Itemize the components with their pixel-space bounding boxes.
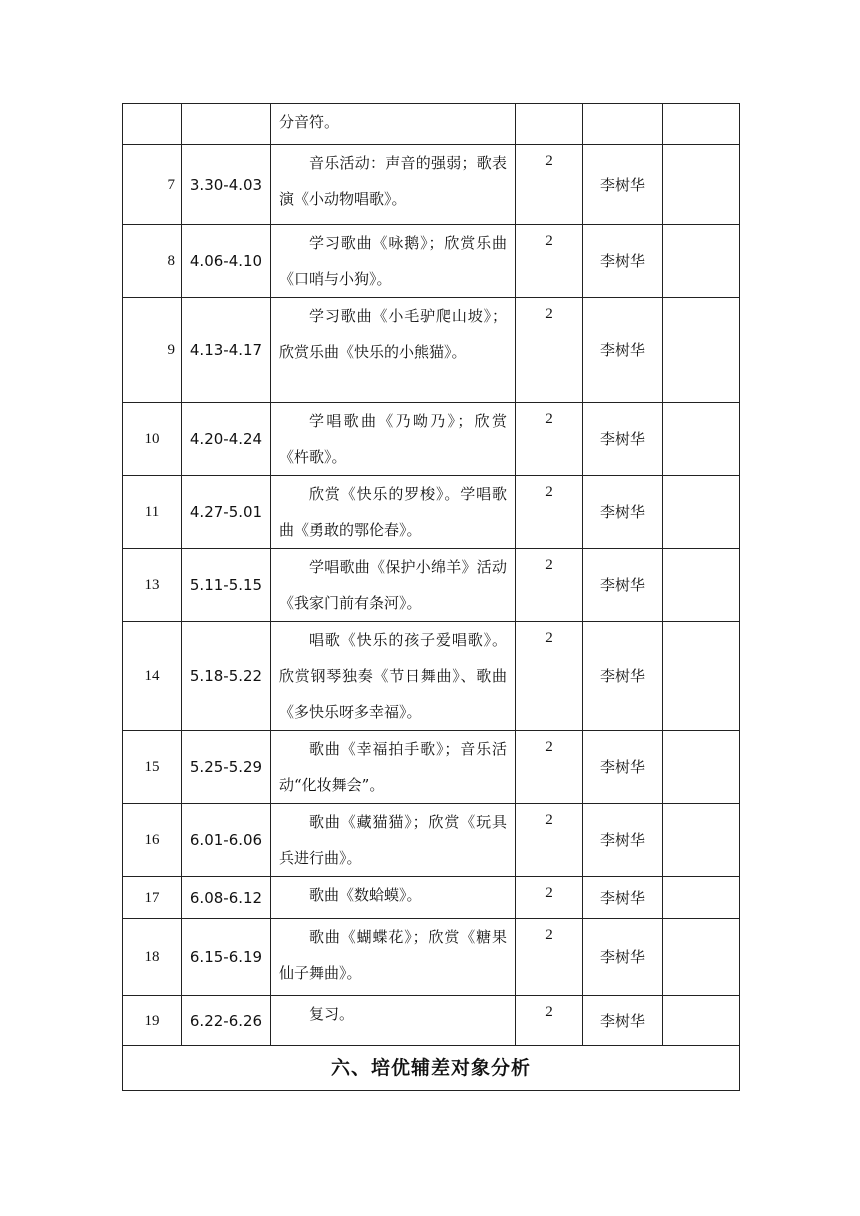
week-cell: 9: [123, 298, 182, 403]
table-row: [123, 145, 740, 225]
hours-cell: 2: [516, 804, 583, 877]
week-cell: 11: [123, 476, 182, 549]
week-cell: [123, 104, 182, 145]
hours-cell: 2: [516, 731, 583, 804]
week-cell: 17: [123, 877, 182, 919]
hours-cell: 2: [516, 877, 583, 919]
teaching-schedule-table: [122, 103, 740, 1091]
teacher-cell: 李树华: [583, 919, 663, 996]
teacher-cell: 李树华: [583, 804, 663, 877]
teacher-cell: 李树华: [583, 731, 663, 804]
schedule-body: [123, 104, 740, 1046]
date-cell: 6.22-6.26: [182, 996, 271, 1046]
content-text: 复习。: [309, 1005, 355, 1023]
content-text: 学唱歌曲《保护小绵羊》活动《我家门前有条河》。: [279, 558, 507, 612]
table-row: [123, 804, 740, 877]
content-text: 学习歌曲《小毛驴爬山坡》；欣赏乐曲《快乐的小熊猫》。: [279, 307, 507, 361]
note-cell: [663, 549, 740, 622]
note-cell: [663, 919, 740, 996]
content-text: 音乐活动：声音的强弱；歌表演《小动物唱歌》。: [279, 154, 507, 208]
section-heading-row: [123, 1046, 740, 1091]
hours-cell: 2: [516, 225, 583, 298]
date-cell: 5.25-5.29: [182, 731, 271, 804]
date-cell: 6.01-6.06: [182, 804, 271, 877]
note-cell: [663, 104, 740, 145]
teacher-cell: 李树华: [583, 476, 663, 549]
content-cell: [271, 877, 516, 919]
content-text: 欣赏《快乐的罗梭》。学唱歌曲《勇敢的鄂伦春》。: [279, 485, 507, 539]
week-cell: 14: [123, 622, 182, 731]
table-row: [123, 731, 740, 804]
note-cell: [663, 403, 740, 476]
section-heading: 六、培优辅差对象分析: [123, 1046, 740, 1091]
table-row: [123, 919, 740, 996]
date-cell: 6.15-6.19: [182, 919, 271, 996]
hours-cell: 2: [516, 919, 583, 996]
table-row: [123, 877, 740, 919]
table-row: [123, 549, 740, 622]
date-cell: 4.13-4.17: [182, 298, 271, 403]
date-cell: 6.08-6.12: [182, 877, 271, 919]
table-row: [123, 104, 740, 145]
content-text: 歌曲《幸福拍手歌》；音乐活动“化妆舞会”。: [279, 740, 507, 794]
table-row: [123, 403, 740, 476]
table-row: [123, 622, 740, 731]
hours-cell: 2: [516, 298, 583, 403]
content-cell: [271, 476, 516, 549]
note-cell: [663, 804, 740, 877]
hours-cell: 2: [516, 622, 583, 731]
teacher-cell: 李树华: [583, 403, 663, 476]
note-cell: [663, 145, 740, 225]
content-cell: [271, 622, 516, 731]
date-cell: 4.27-5.01: [182, 476, 271, 549]
content-cell: [271, 996, 516, 1046]
content-cell: [271, 225, 516, 298]
content-cell: [271, 919, 516, 996]
content-text: 唱歌《快乐的孩子爱唱歌》。欣赏钢琴独奏《节日舞曲》、歌曲《多快乐呀多幸福》。: [279, 631, 507, 721]
week-cell: 16: [123, 804, 182, 877]
teacher-cell: 李树华: [583, 622, 663, 731]
note-cell: [663, 877, 740, 919]
note-cell: [663, 298, 740, 403]
content-cell: [271, 104, 516, 145]
hours-cell: [516, 104, 583, 145]
hours-cell: 2: [516, 996, 583, 1046]
content-cell: [271, 403, 516, 476]
date-cell: 5.11-5.15: [182, 549, 271, 622]
table-row: [123, 298, 740, 403]
content-cell: [271, 298, 516, 403]
content-text: 歌曲《数蛤蟆》。: [309, 886, 422, 904]
content-text: 学唱歌曲《乃呦乃》；欣赏《杵歌》。: [279, 412, 507, 466]
hours-cell: 2: [516, 145, 583, 225]
week-cell: 19: [123, 996, 182, 1046]
date-cell: 4.06-4.10: [182, 225, 271, 298]
content-cell: [271, 145, 516, 225]
teacher-cell: 李树华: [583, 225, 663, 298]
note-cell: [663, 996, 740, 1046]
teacher-cell: 李树华: [583, 996, 663, 1046]
hours-cell: 2: [516, 476, 583, 549]
note-cell: [663, 225, 740, 298]
week-cell: 18: [123, 919, 182, 996]
week-cell: 7: [123, 145, 182, 225]
content-text: 分音符。: [279, 113, 340, 131]
teacher-cell: 李树华: [583, 549, 663, 622]
note-cell: [663, 731, 740, 804]
date-cell: 5.18-5.22: [182, 622, 271, 731]
date-cell: 3.30-4.03: [182, 145, 271, 225]
table-row: [123, 225, 740, 298]
note-cell: [663, 622, 740, 731]
teacher-cell: 李树华: [583, 298, 663, 403]
week-cell: 8: [123, 225, 182, 298]
hours-cell: 2: [516, 403, 583, 476]
teacher-cell: 李树华: [583, 145, 663, 225]
content-text: 歌曲《藏猫猫》；欣赏《玩具兵进行曲》。: [279, 813, 507, 867]
content-text: 歌曲《蝴蝶花》；欣赏《糖果仙子舞曲》。: [279, 928, 507, 982]
teacher-cell: [583, 104, 663, 145]
week-cell: 15: [123, 731, 182, 804]
table-row: [123, 476, 740, 549]
date-cell: 4.20-4.24: [182, 403, 271, 476]
content-text: 学习歌曲《咏鹅》；欣赏乐曲《口哨与小狗》。: [279, 234, 507, 288]
content-cell: [271, 731, 516, 804]
week-cell: 10: [123, 403, 182, 476]
content-cell: [271, 549, 516, 622]
date-cell: [182, 104, 271, 145]
hours-cell: 2: [516, 549, 583, 622]
week-cell: 13: [123, 549, 182, 622]
teacher-cell: 李树华: [583, 877, 663, 919]
content-cell: [271, 804, 516, 877]
table-row: [123, 996, 740, 1046]
note-cell: [663, 476, 740, 549]
